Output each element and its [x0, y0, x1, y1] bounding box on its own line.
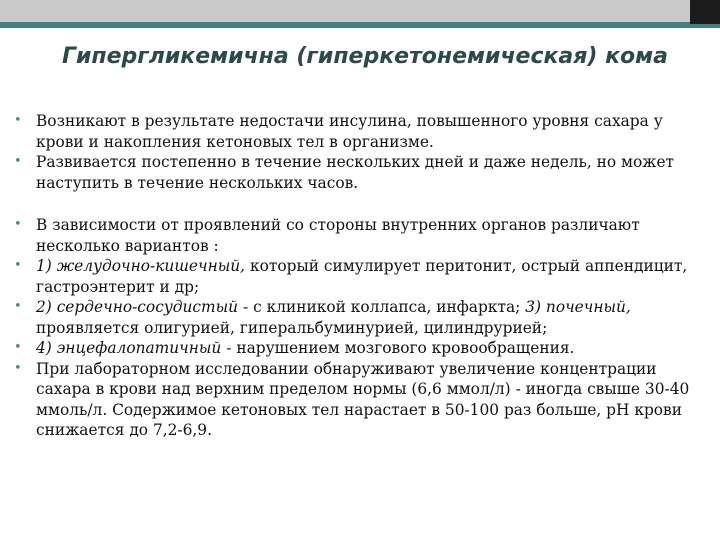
list-item-text: При лабораторном исследовании обнаруживают увеличение концентрации сахара в крови над верхним пределом нормы (6,6 ммол/л) - иногда свыше 30-40 ммоль/л. Содержимое кетоновых тел нарастает в 50-100 раз больше, рН крови снижается до 7,2-6,9. — [36, 359, 690, 439]
list-item-text: - нарушением мозгового кровообращения. — [221, 339, 575, 357]
list-item — [12, 111, 702, 152]
list-item — [12, 215, 702, 256]
variant-name: 4) энцефалопатичный — [36, 339, 222, 357]
variant-name: 1) желудочно-кишечный, — [36, 257, 246, 275]
list-item-text: Развивается постепенно в течение нескольких дней и даже недель, но может наступить в течение нескольких часов. — [36, 153, 675, 192]
list-item-text: проявляется олигурией, гиперальбуминурией, цилиндрурией; — [36, 318, 548, 337]
bullet-icon: • — [14, 154, 22, 169]
variant-name: 2) сердечно-сосудистый — [36, 298, 239, 316]
bullet-icon: • — [14, 113, 22, 128]
list-item-text: В зависимости от проявлений со стороны внутренних органов различают несколько вариантов : — [36, 216, 640, 255]
header-band-dark-block — [690, 0, 720, 24]
variant-name: 3) почечный, — [525, 298, 631, 316]
list-item — [12, 256, 702, 297]
bullet-icon: • — [14, 258, 22, 273]
bullet-icon: • — [14, 299, 22, 314]
bullet-icon: • — [14, 217, 22, 232]
header-band-accent — [0, 22, 720, 28]
list-item-text: который симулирует перитонит, острый аппендицит, гастроэнтерит и др; — [36, 257, 688, 296]
list-item — [12, 297, 702, 338]
list-item — [12, 359, 702, 441]
slide-body — [12, 111, 702, 441]
list-item-text: Возникают в результате недостачи инсулина, повышенного уровня сахара у крови и накопления кетоновых тел в организме. — [36, 112, 663, 151]
list-item — [12, 152, 702, 193]
bullet-list-2 — [12, 215, 702, 441]
bullet-icon: • — [14, 340, 22, 355]
bullet-icon: • — [14, 360, 22, 376]
header-band-light — [0, 0, 720, 24]
bullet-list-1 — [12, 111, 702, 193]
list-spacer — [12, 193, 702, 215]
list-item-text: - с клиникой коллапса, инфаркта; — [238, 298, 526, 316]
list-item — [12, 338, 702, 359]
slide-title: Гипергликемична (гиперкетонемическая) кома — [61, 44, 668, 69]
